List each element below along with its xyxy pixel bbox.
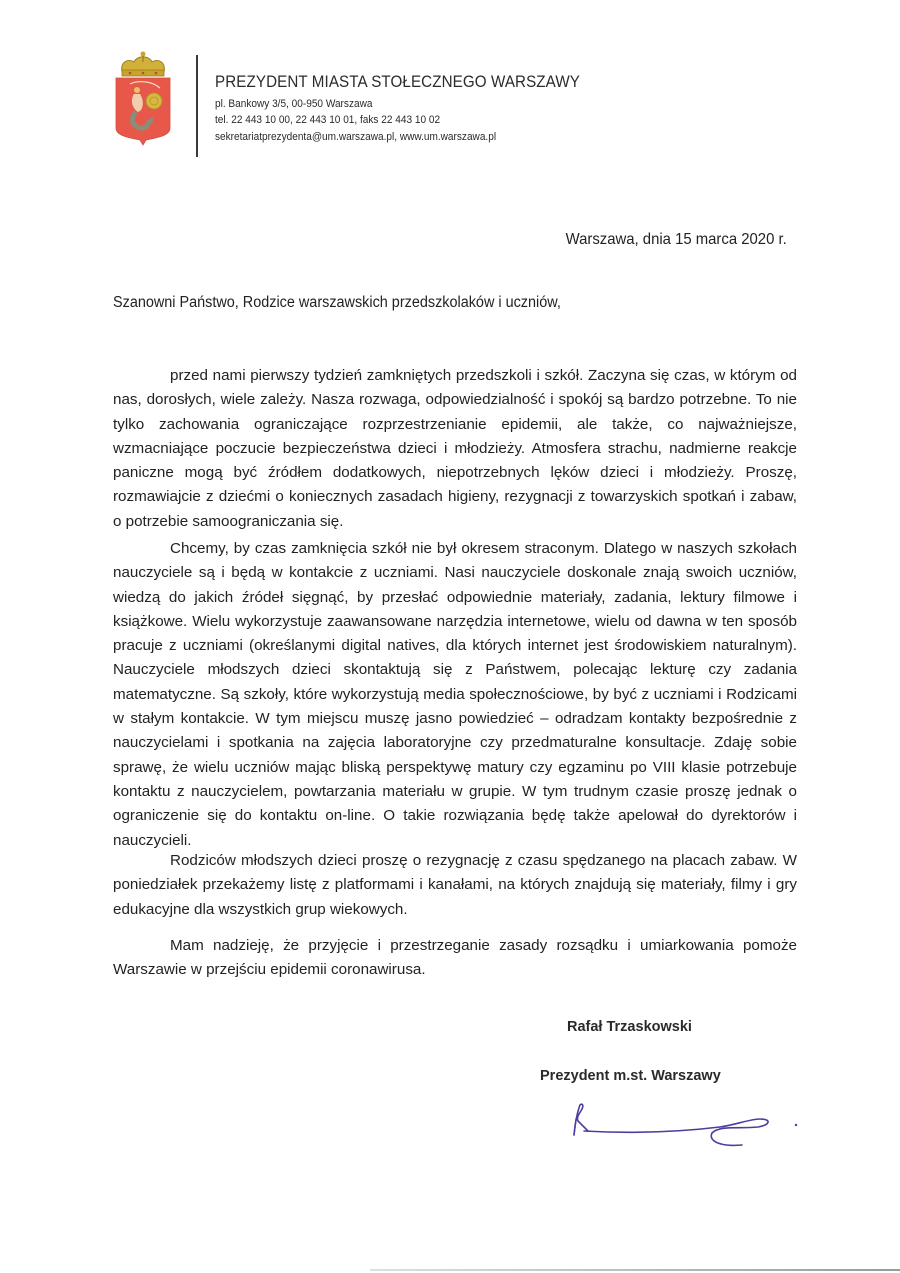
handwritten-signature-icon [560, 1095, 810, 1155]
paragraph-text: przed nami pierwszy tydzień zamkniętych przedszkoli i szkół. Zaczyna się czas, w którym od nas, dorosłych, wiele zależy. Nasza rozwaga, odpowiedzialność i spokój są bardzo potrzebne. To nie tylko zachowania ograniczające rozprzestrzenianie epidemii, ale także, co najważniejsze, wzmacniające poczucie bezpieczeństwa dzieci i młodzieży. Atmosfera strachu, nadmierne reakcje paniczne mogą być źródłem dodatkowych, niepotrzebnych lęków dzieci i młodzieży. Proszę, rozmawiajcie z dziećmi o koniecznych zasadach higieny, rezygnacji z towarzyskich spotkań i zabaw, o potrzebie samoograniczania się. [113, 367, 797, 530]
letter-salutation: Szanowni Państwo, Rodzice warszawskich przedszkolaków i uczniów, [113, 294, 561, 311]
letter-paragraph-2 [113, 537, 797, 853]
header-divider [196, 55, 198, 157]
signatory-name: Rafał Trzaskowski [567, 1019, 692, 1035]
letter-paragraph-1 [113, 364, 797, 534]
letter-paragraph-3 [113, 849, 797, 922]
paragraph-text: Rodziców młodszych dzieci proszę o rezygnację z czasu spędzanego na placach zabaw. W poniedziałek przekażemy listę z platformami i kanałami, na których znajdują się materiały, filmy i gry edukacyjne dla wszystkich grup wiekowych. [113, 852, 797, 918]
signatory-title: Prezydent m.st. Warszawy [540, 1068, 721, 1084]
paragraph-text: Chcemy, by czas zamknięcia szkół nie był okresem straconym. Dlatego w naszych szkołach nauczyciele są i będą w kontakcie z uczniami. Nasi nauczyciele doskonale znają swoich uczniów, wiedzą do jakich źródeł sięgnąć, by przesłać odpowiednie materiały, zadania, lektury filmowe i książkowe. Wielu wykorzystuje zaawansowane narzędzia internetowe, wielu od dawna w ten sposób pracuje z uczniami (określanymi digital natives, dla których internet jest środowiskiem naturalnym). Nauczyciele młodszych dzieci skontaktują się z Państwem, polecając lekturę czy zadania matematyczne. Są szkoły, które wykorzystują media społecznościowe, by być z uczniami i Rodzicami w stałym kontakcie. W tym miejscu muszę jasno powiedzieć – odradzam kontakty bezpośrednie z nauczycielami i spotkania na zajęcia laboratoryjne czy przedmaturalne konsultacje. Zdaję sobie sprawę, że wielu uczniów mając bliską perspektywę matury czy egzaminu po VIII klasie potrzebuje kontaktu z nauczycielem, powtarzania materiału w grupie. W tym trudnym czasie proszę jednak o ograniczenie się do kontaktu on-line. O takie rozwiązania będę także apelował do dyrektorów i nauczycieli. [113, 540, 797, 849]
warsaw-coat-of-arms-icon [110, 50, 176, 146]
letter-date: Warszawa, dnia 15 marca 2020 r. [565, 231, 787, 248]
letterhead-phone: tel. 22 443 10 00, 22 443 10 01, faks 22 443 10 02 [215, 114, 441, 127]
paragraph-text: Mam nadzieję, że przyjęcie i przestrzeganie zasady rozsądku i umiarkowania pomoże Warszawie w przejściu epidemii coronawirusa. [113, 937, 797, 979]
scan-edge-line [370, 1269, 900, 1271]
letterhead-title: PREZYDENT MIASTA STOŁECZNEGO WARSZAWY [215, 73, 580, 91]
letter-paragraph-4 [113, 934, 797, 983]
letterhead-address: pl. Bankowy 3/5, 00-950 Warszawa [215, 98, 373, 110]
letterhead-contact: sekretariatprezydenta@um.warszawa.pl, www.um.warszawa.pl [215, 130, 497, 143]
crown-icon [122, 52, 165, 77]
letterhead [215, 72, 612, 145]
